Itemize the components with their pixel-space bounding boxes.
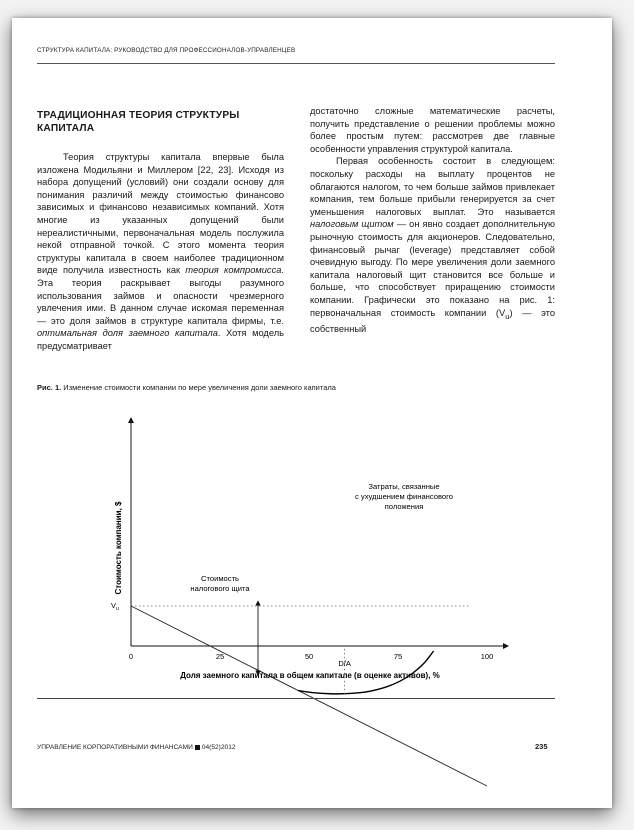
distress-costs-annotation: положения [384, 502, 424, 511]
paragraph-1-continuation: достаточно сложные математические расчеты, получить представление о решении проблемы можно более простым путем: рассмотрев две главные особенности управления структурой капитала. [310, 106, 555, 154]
footer-journal [37, 744, 236, 751]
tax-shield-value-line [128, 606, 487, 786]
x-tick-label: 25 [215, 652, 225, 661]
issue-number: 04(52)2012 [201, 744, 236, 751]
emphasis-tax-shield: налоговым щитом [310, 219, 394, 230]
paragraph-2-text-a: Первая особенность состоит в следующем: поскольку расходы на выплату процентов не облагаются налогом, то чем больше займов привлекает компания, тем больше прибыли генерируется за счет уменьшения налоговых выплат. Это называется [310, 156, 555, 217]
tax-shield-annotation: налогового щита [190, 584, 250, 593]
page-number: 235 [535, 742, 548, 751]
footer-rule [37, 698, 555, 699]
paragraph-1-text-b: . Эта теория раскрывает выгоды разумного использования займов и опасности чрезмерного увлечения ими. В данном случае искомая переменная — это доля займов в структуре капитала фирмы, т.е. [37, 265, 284, 326]
paragraph-2-text-b: — он явно создает дополнительную рыночную стоимость для акционеров. Следовательно, финансовый рычаг (leverage) представляет собой очевидную выгоду. По мере увеличения доли заемного капитала налоговый щит становится все больше и больше, что способствует приращению стоимости компании. Графически это показано на рис. 1: первоначальная стоимость компании (V [310, 219, 555, 318]
x-tick-label: 75 [393, 652, 403, 661]
emphasis-optimal-debt-share: оптимальная доля заемного капитала [37, 328, 218, 339]
figure-label: Рис. 1. [37, 383, 62, 392]
vu-subscript: u [116, 606, 119, 612]
x-axis-title: Доля заемного капитала в общем капитале (в оценке активов), % [180, 671, 440, 680]
journal-name: УПРАВЛЕНИЕ КОРПОРАТИВНЫМИ ФИНАНСАМИ [37, 744, 193, 751]
x-tick-label: 50 [304, 652, 314, 661]
optimum-marker-label: D/A [338, 659, 351, 668]
paragraph-1-text-c: . Хотя модель предусматривает [37, 328, 284, 351]
section-heading: ТРАДИЦИОННАЯ ТЕОРИЯ СТРУКТУРЫ КАПИТАЛА [37, 110, 240, 134]
x-tick-label: 100 [480, 652, 494, 661]
vu-label: $V_u$ [111, 601, 119, 612]
paragraph-2-subscript: u [505, 311, 510, 321]
x-tick-label: 0 [128, 652, 134, 661]
distress-costs-annotation: с ухудшением финансового [355, 492, 453, 501]
square-bullet-icon [195, 745, 200, 750]
figure-caption-text: Изменение стоимости компании по мере увеличения доли заемного капитала [61, 383, 336, 392]
paragraph-1-text-a: Теория структуры капитала впервые была изложена Модильяни и Миллером [22, 23]. Исходя из набора допущений (условий) они создали основу для понимания различий между стоимостью финансово зависимых и финансово независимых компаний. Хотя многие из указанных допущений были нереалистичными, первоначальная модель послужила некой отправной точкой. С этого момента теория структуры капитала в своем наиболее традиционном виде получила известность как [37, 152, 284, 276]
emphasis-compromise-theory: теория компромисса [185, 265, 282, 276]
distress-costs-annotation: Затраты, связанные [368, 482, 440, 491]
tax-shield-annotation: Стоимость [200, 574, 240, 583]
y-axis-title: Стоимость компании, $ [114, 501, 123, 595]
running-head: СТРУКТУРА КАПИТАЛА: РУКОВОДСТВО ДЛЯ ПРОФЕССИОНАЛОВ-УПРАВЛЕНЦЕВ [37, 47, 296, 54]
paragraph-2-text-c: ) — это собственный [310, 307, 555, 334]
